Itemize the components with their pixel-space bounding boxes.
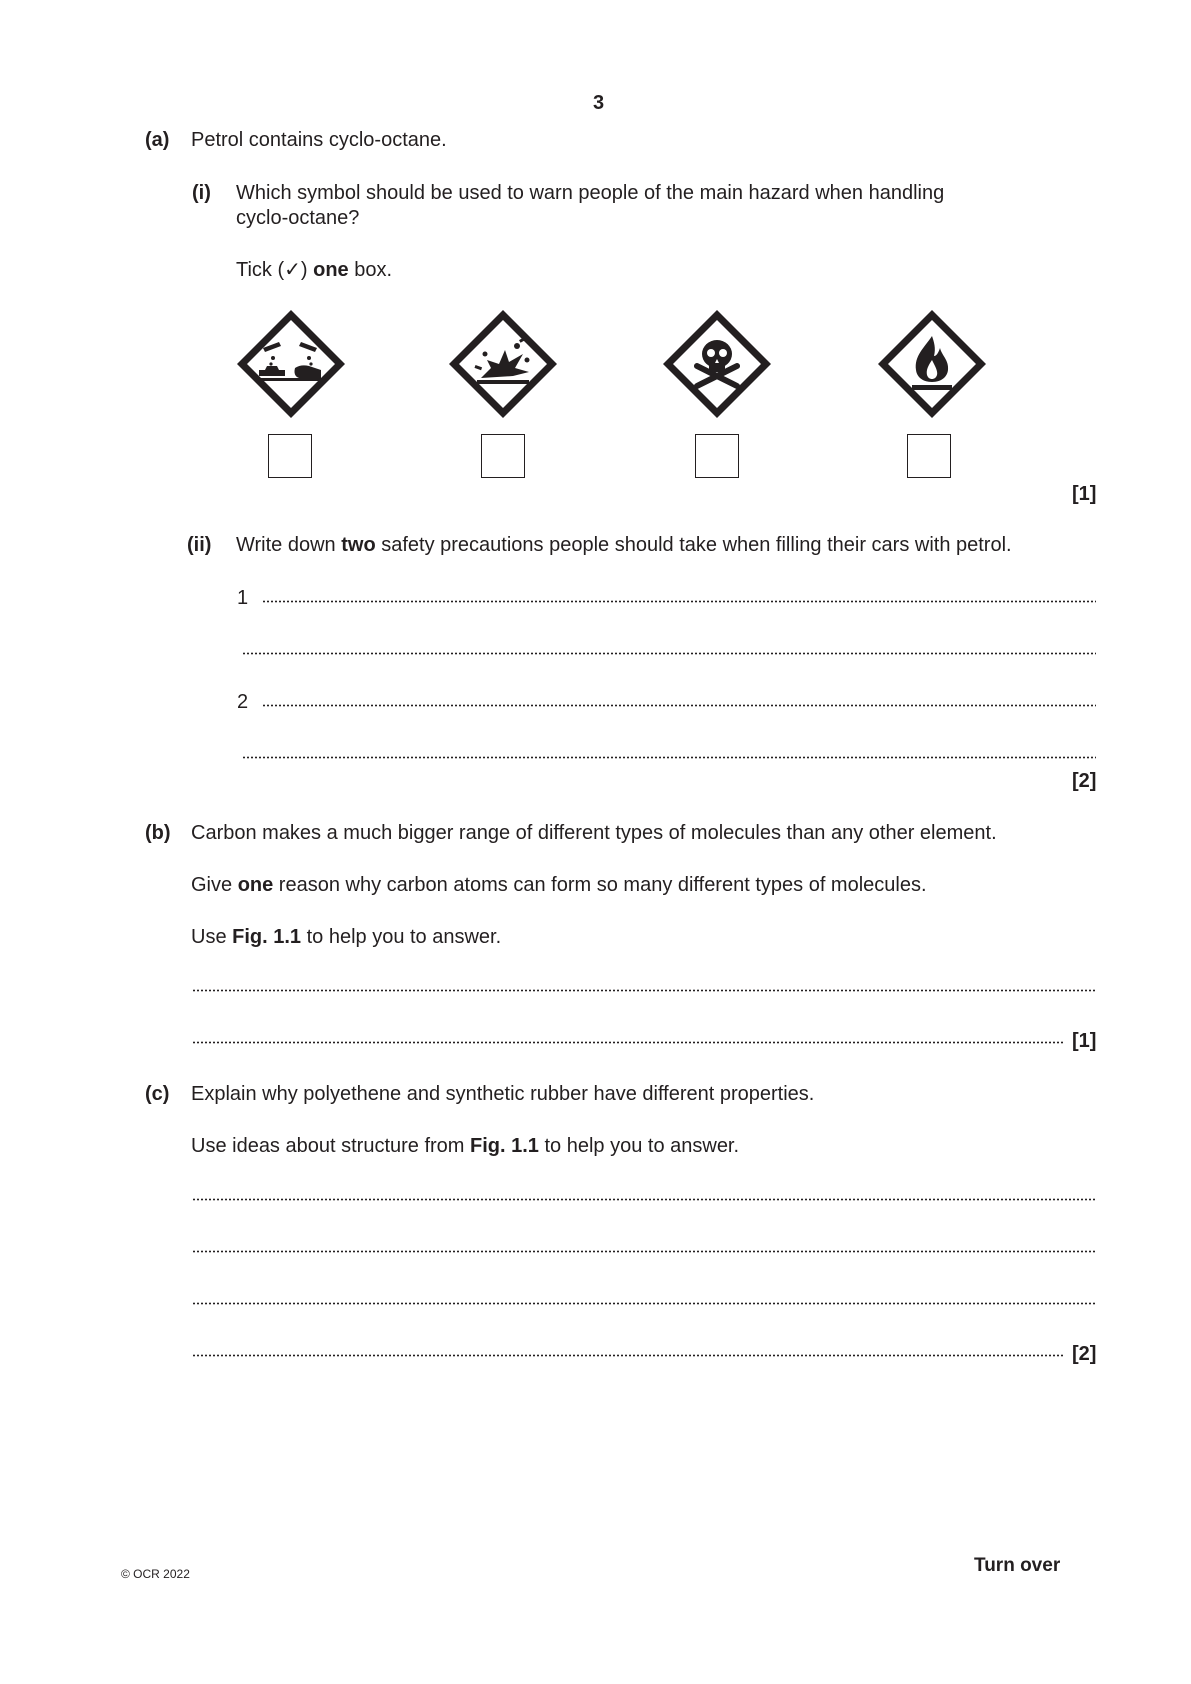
tick-instruction: Tick (✓) one box.: [236, 259, 393, 281]
explosive-pictogram: [447, 308, 559, 420]
answer-1-number: 1: [237, 587, 249, 609]
answer-line-a-ii-1b[interactable]: [242, 652, 1096, 655]
tick-box-flammable[interactable]: [907, 434, 951, 478]
answer-line-a-ii-2b[interactable]: [242, 756, 1096, 759]
copyright: © OCR 2022: [121, 1567, 190, 1581]
marks-a-ii: [2]: [1072, 770, 1097, 792]
flammable-pictogram: [876, 308, 988, 420]
page-number: 3: [593, 92, 605, 114]
question-b-use: Use Fig. 1.1 to help you to answer.: [191, 926, 502, 948]
question-b-label: (b): [145, 822, 171, 844]
answer-line-b-1[interactable]: [192, 989, 1096, 992]
toxic-pictogram: [661, 308, 773, 420]
question-c-label: (c): [145, 1083, 170, 1105]
question-a-stem: Petrol contains cyclo-octane.: [191, 129, 447, 151]
marks-a-i: [1]: [1072, 483, 1097, 505]
answer-line-c-2[interactable]: [192, 1250, 1096, 1253]
answer-line-c-1[interactable]: [192, 1198, 1096, 1201]
question-a-ii-label: (ii): [187, 534, 212, 556]
answer-2-number: 2: [237, 691, 249, 713]
question-c-use: Use ideas about structure from Fig. 1.1 to help you to answer.: [191, 1135, 740, 1157]
marks-b: [1]: [1072, 1030, 1097, 1052]
tick-box-explosive[interactable]: [481, 434, 525, 478]
question-a-i-label: (i): [192, 182, 211, 204]
question-b-give: Give one reason why carbon atoms can form so many different types of molecules.: [191, 874, 927, 896]
tick-box-toxic[interactable]: [695, 434, 739, 478]
question-c-stem: Explain why polyethene and synthetic rubber have different properties.: [191, 1083, 815, 1105]
answer-line-a-ii-1a[interactable]: [262, 600, 1096, 603]
question-a-i-text-line1: Which symbol should be used to warn people of the main hazard when handling: [236, 182, 945, 204]
question-a-i-text-line2: cyclo-octane?: [236, 207, 360, 229]
answer-line-c-3[interactable]: [192, 1302, 1096, 1305]
marks-c: [2]: [1072, 1343, 1097, 1365]
question-a-ii-text: Write down two safety precautions people should take when filling their cars with petrol.: [236, 534, 1012, 556]
tick-box-corrosive[interactable]: [268, 434, 312, 478]
answer-line-b-2[interactable]: [192, 1041, 1064, 1044]
turn-over: Turn over: [974, 1555, 1061, 1576]
answer-line-a-ii-2a[interactable]: [262, 704, 1096, 707]
question-b-stem: Carbon makes a much bigger range of different types of molecules than any other element.: [191, 822, 997, 844]
question-a-label: (a): [145, 129, 170, 151]
corrosive-pictogram: [235, 308, 347, 420]
answer-line-c-4[interactable]: [192, 1354, 1064, 1357]
